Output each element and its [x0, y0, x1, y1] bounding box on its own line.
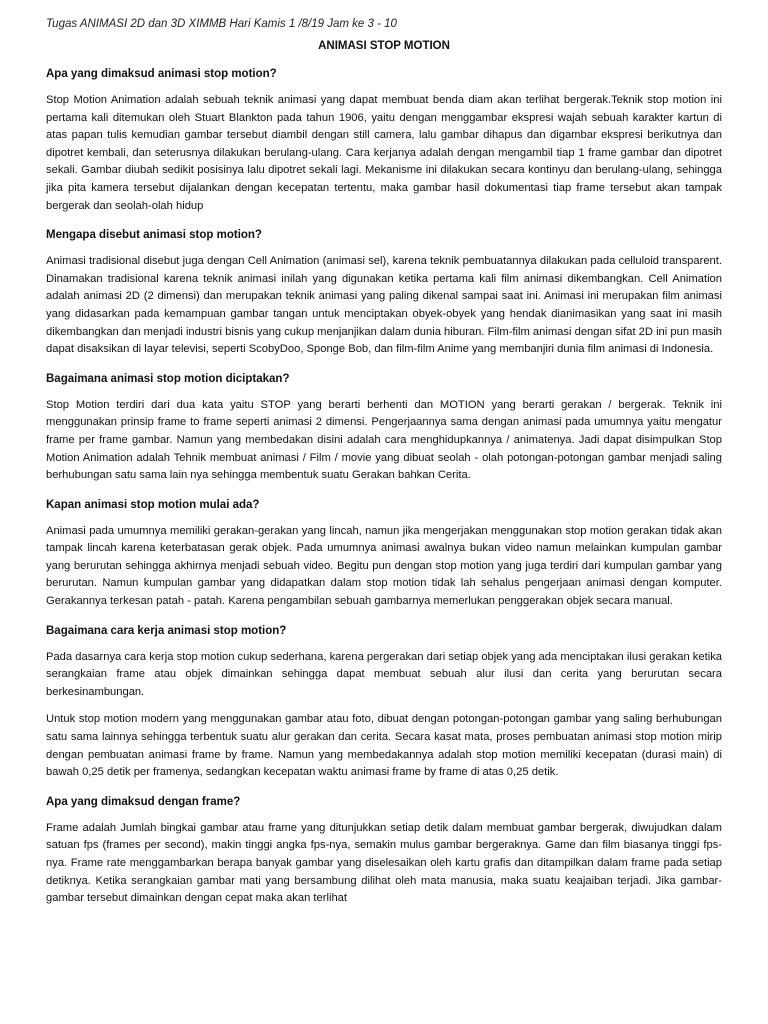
section-question: Kapan animasi stop motion mulai ada? — [46, 498, 260, 511]
section-6 — [46, 794, 722, 908]
section-paragraph: Pada dasarnya cara kerja stop motion cukup sederhana, karena pergerakan dari setiap objek yang ada menciptakan ilusi gerakan ketika serangkaian frame atau objek dimainkan sehingga dapat membuat sebuah alur ilusi dan cerita yang berurutan secara berkesinambungan. — [46, 650, 723, 698]
section-question: Bagaimana cara kerja animasi stop motion? — [46, 624, 287, 637]
section-question: Bagaimana animasi stop motion diciptakan? — [46, 372, 290, 385]
section-paragraph: Stop Motion terdiri dari dua kata yaitu STOP yang berarti berhenti dan MOTION yang berarti gerakan / bergerak. Teknik ini menggunakan prinsip frame to frame seperti animasi 2 dimensi. Pengerjaannya sama dengan animasi pada umumnya yaitu mengatur frame per frame gambar. Namun yang membedakan disini adalah cara menghidupkannya / animatenya. Jadi dapat disimpulkan Stop Motion Animation adalah Tehnik membuat animasi / Film / movie yang dibuat seolah - olah potongan-potongan gambar menjadi saling berhubungan satu sama lain nya sehingga membentuk suatu Gerakan bahkan Cerita. — [46, 398, 722, 482]
section-2 — [46, 227, 722, 359]
section-paragraph: Untuk stop motion modern yang menggunakan gambar atau foto, dibuat dengan potongan-potongan gambar yang saling berhubungan satu sama lainnya sehingga terbentuk suatu alur gerakan dan cerita. Secara kasat mata, proses pembuatan animasi stop motion mirip dengan pembuatan animasi frame by frame. Namun yang membedakannya adalah stop motion memiliki kecepatan (durasi main) di bawah 0,25 detik per framenya, sedangkan kecepatan waktu animasi frame by frame di atas 0,25 detik. — [46, 713, 722, 779]
section-4 — [46, 497, 722, 611]
section-question: Apa yang dimaksud dengan frame? — [46, 795, 241, 808]
section-paragraph: Animasi pada umumnya memiliki gerakan-gerakan yang lincah, namun jika mengerjakan menggunakan stop motion gerakan tidak akan tampak lincah karena keterbatasan gerak objek. Pada umumnya animasi awalnya bukan video namun melainkan kumpulan gambar yang berurutan sehingga akhirnya menjadi sebuah video. Begitu pun dengan stop motion yang juga terdiri dari kumpulan gambar yang berurutan. Namun kumpulan gambar yang didapatkan dalam stop motion tidak lah sehalus pengerjaan animasi dengan komputer. Gerakannya terkesan patah - patah. Karena pengambilan sebuah gambarnya memerlukan penggerakan objek secara manual. — [46, 524, 722, 608]
section-5 — [46, 623, 722, 782]
section-question: Apa yang dimaksud animasi stop motion? — [46, 68, 277, 80]
document-title: ANIMASI STOP MOTION — [318, 40, 450, 52]
section-1 — [46, 66, 722, 215]
section-paragraph: Animasi tradisional disebut juga dengan Cell Animation (animasi sel), karena teknik pembuatannya dilakukan pada celluloid transparent. Dinamakan tradisional karena teknik animasi inilah yang digunakan ketika pertama kali film animasi dikembangkan. Cell Animation adalah animasi 2D (2 dimensi) dan merupakan teknik animasi yang paling dikenal sampai saat ini. Animasi ini merupakan film animasi yang didasarkan pada kemampuan gambar tangan untuk menciptakan obyek-obyek yang hendak dianimasikan yang saat ini masih dikembangkan dan menjadi industri bisnis yang cukup menjanjikan dalam dunia hiburan. Film-film animasi dengan sifat 2D ini pun masih dapat disaksikan di layar televisi, seperti ScobyDoo, Sponge Bob, dan film-film Anime yang membanjiri dunia film animasi di Indonesia. — [46, 255, 722, 356]
section-paragraph: Stop Motion Animation adalah sebuah teknik animasi yang dapat membuat benda diam akan terlihat bergerak.Teknik stop motion ini pertama kali ditemukan oleh Stuart Blankton pada tahun 1906, yaitu dengan menggambar ekspresi wajah sebuah karakter kartun di atas papan tulis kemudian gambar tersebut diambil dengan still camera, lalu gambar dihapus dan digambar ekspresi berikutnya dan dipotret kembali, dan seterusnya dilakukan berulang-ulang. Cara kerjanya adalah dengan mengambil tiap 1 frame gambar dan dipotret sekali. Gambar diubah sedikit posisinya lalu dipotret sekali lagi. Mekanisme ini dilakukan secara kontinyu dan berulang-ulang, sehingga jika pita kamera tersebut dijalankan dengan kecepatan tertentu, maka gambar hasil dokumentasi tiap frame tersebut akan tampak bergerak dan seolah-olah hidup — [46, 94, 722, 212]
section-paragraph: Frame adalah Jumlah bingkai gambar atau frame yang ditunjukkan setiap detik dalam membuat gambar bergerak, diwujudkan dalam satuan fps (frames per second), makin tinggi angka fps-nya, semakin mulus gambar bergeraknya. Game dan film biasanya tinggi fps-nya. Frame rate menggambarkan berapa banyak gambar yang diselesaikan oleh kartu grafis dan ditampilkan dalam frame pada setiap detiknya. Ketika serangkaian gambar mati yang bersambung dilihat oleh mata manusia, maka suatu keajaiban terjadi. Jika gambar-gambar tersebut dimainkan dengan cepat maka akan terlihat — [46, 821, 722, 905]
section-3 — [46, 371, 722, 485]
section-question: Mengapa disebut animasi stop motion? — [46, 229, 262, 242]
document-header: Tugas ANIMASI 2D dan 3D XIMMB Hari Kamis 1 /8/19 Jam ke 3 - 10 — [46, 18, 397, 30]
